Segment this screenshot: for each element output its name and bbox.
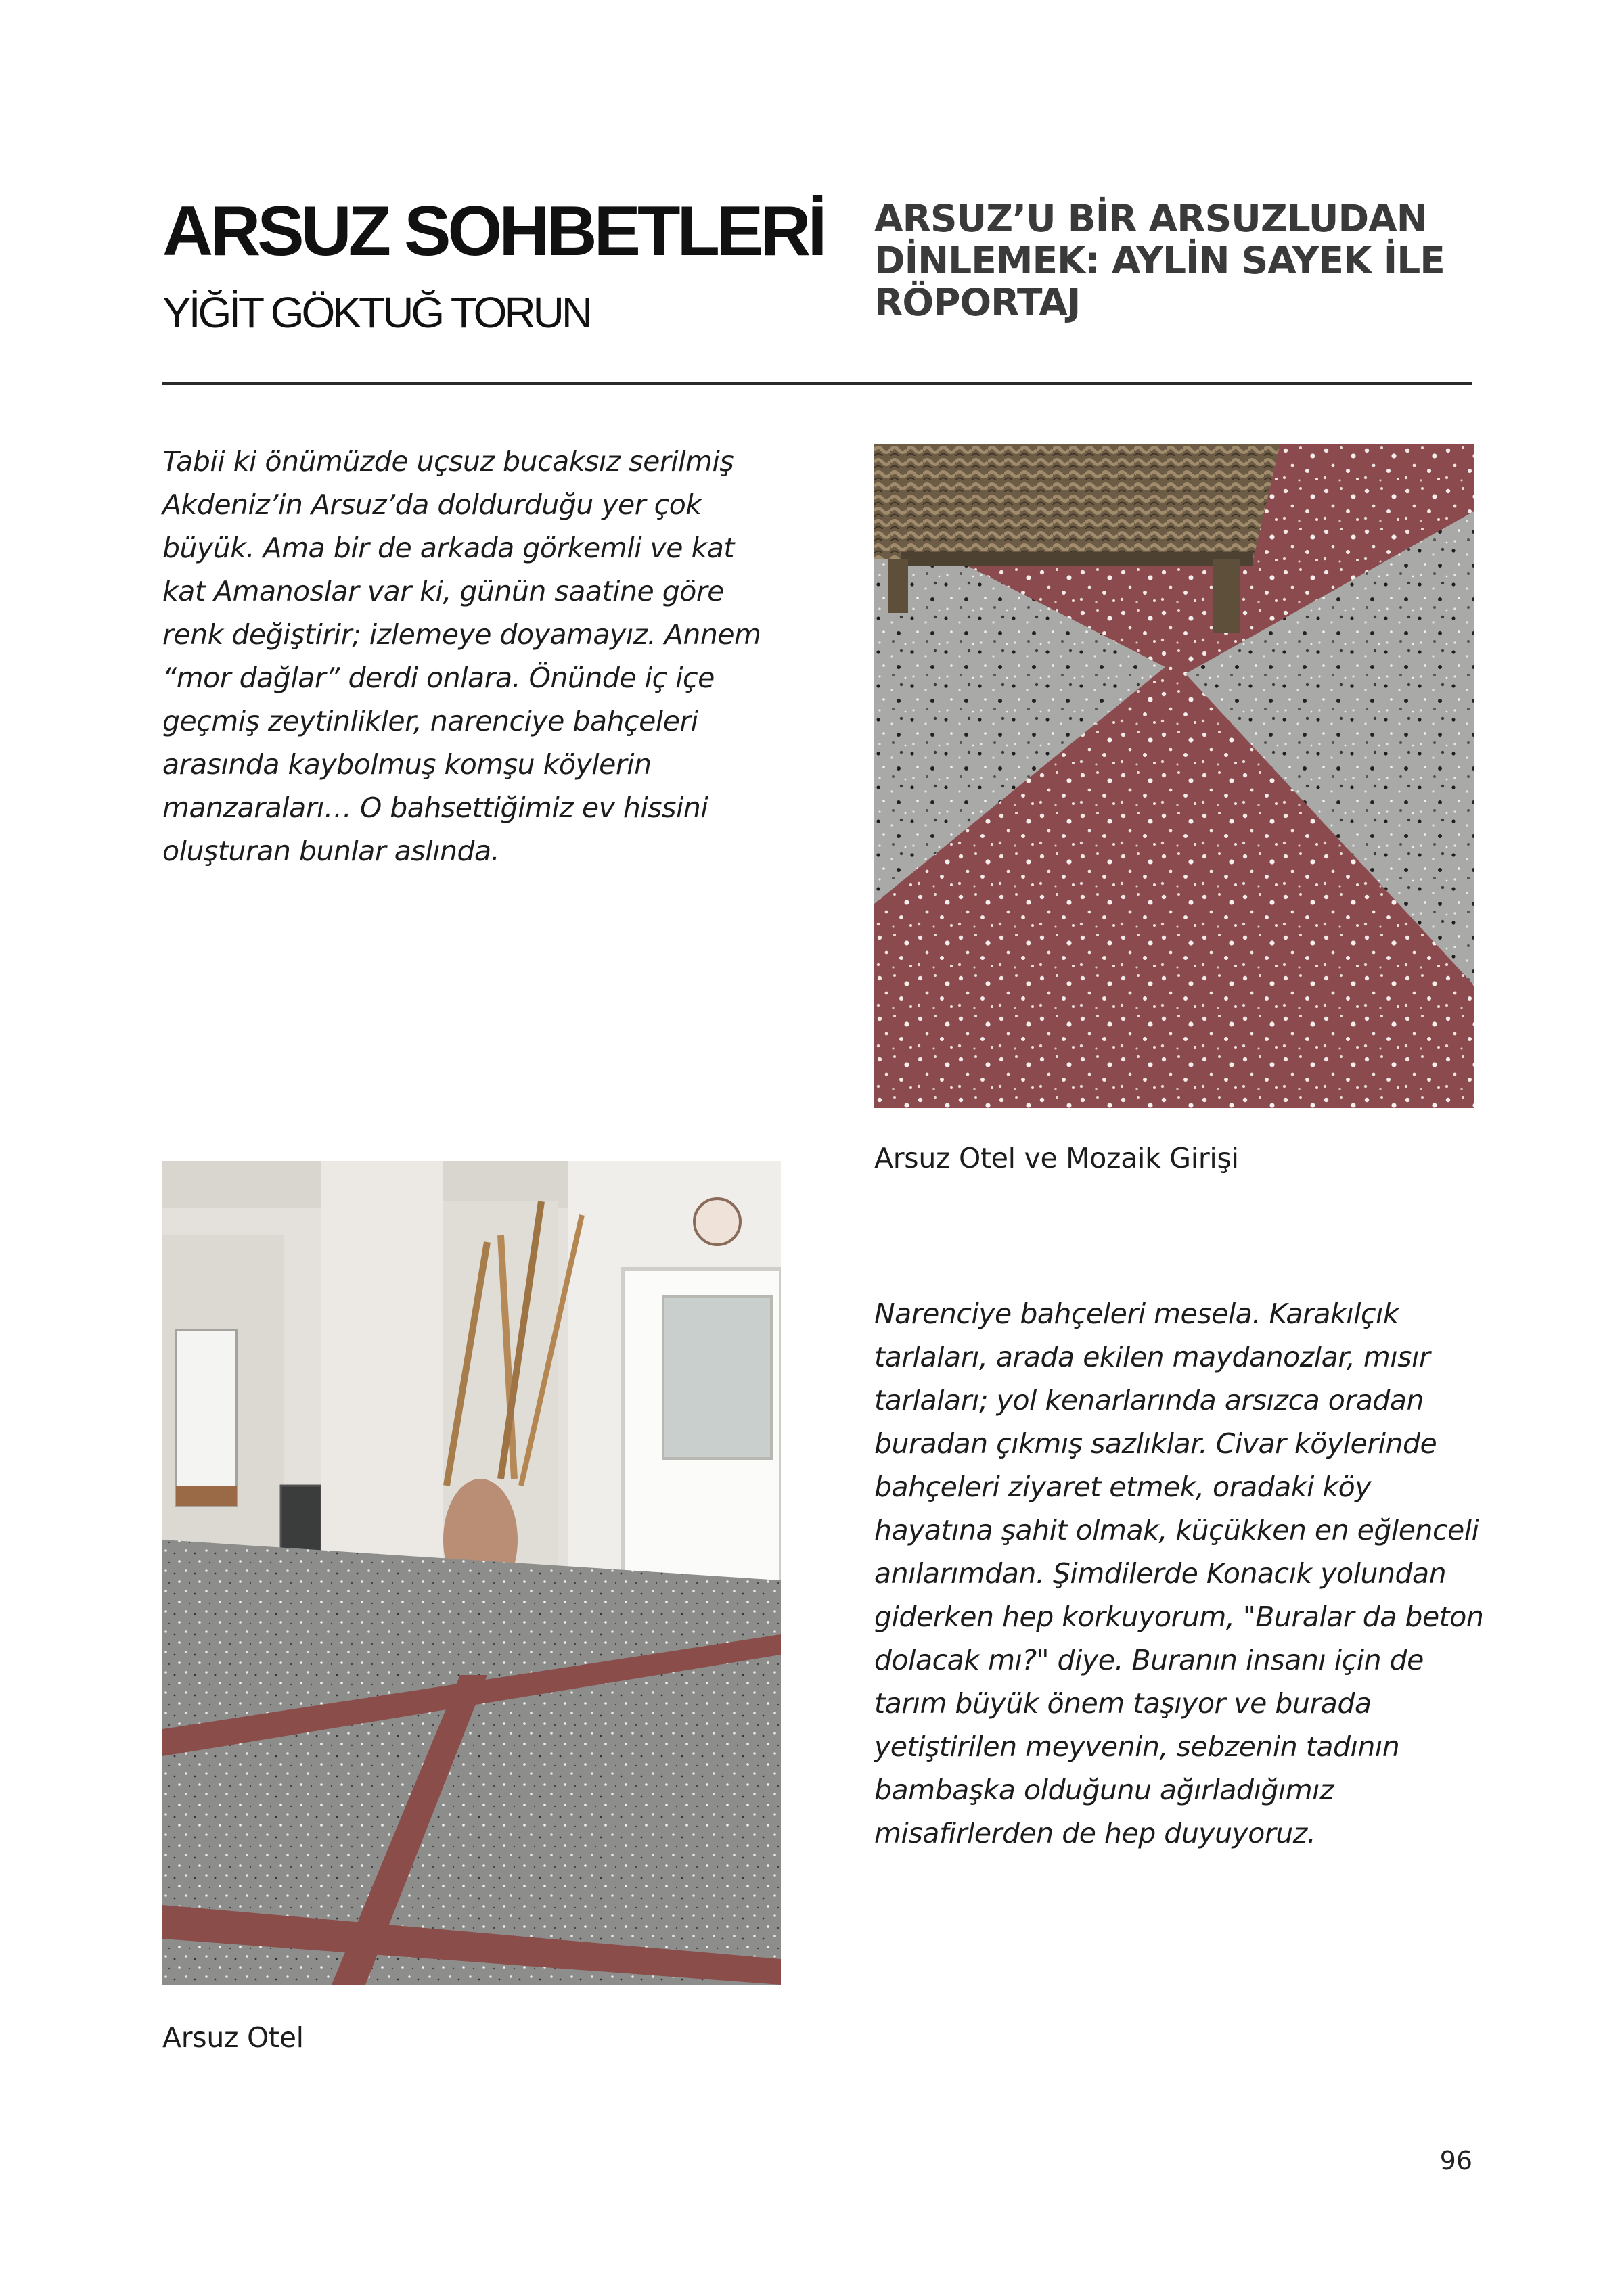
- article-title: ARSUZ’U BİR ARSUZLUDAN DİNLEMEK: AYLİN SAYEK İLE RÖPORTAJ: [874, 197, 1445, 324]
- paragraph-gardens: Narenciye bahçeleri mesela. Karakılçık tarlaları, arada ekilen maydanozlar, mısır tarlaları; yol kenarlarında arsızca oradan buradan çıkmış sazlıklar. Civar köylerinde bahçeleri ziyaret etmek, oradaki köy hayatına şahit olmak, küçükken en eğlenceli anılarımdan. Şimdilerde Konacık yolundan giderken hep korkuyorum, "Buralar da beton dolacak mı?" diye. Buranın insanı için de tarım büyük önem taşıyor ve burada yetiştirilen meyvenin, sebzenin tadının bambaşka olduğunu ağırladığımız misafirlerden de hep duyuyoruz.: [874, 1298, 1484, 1850]
- mosaic-floor-photo: [874, 444, 1474, 1108]
- series-title: ARSUZ SOHBETLERİ: [162, 192, 824, 271]
- page-number: 96: [1439, 2146, 1472, 2176]
- header-divider: [162, 382, 1472, 385]
- paragraph-mountains: Tabii ki önümüzde uçsuz bucaksız serilmiş Akdeniz’in Arsuz’da doldurduğu yer çok büyük. Ama bir de arkada görkemli ve kat kat Amanoslar var ki, günün saatine göre renk değiştirir; izlemeye doyamayız. Annem “mor dağlar” derdi onlara. Önünde iç içe geçmiş zeytinlikler, narenciye bahçeleri arasında kaybolmuş komşu köylerin manzaraları… O bahsettiğimiz ev hissini oluşturan bunlar aslında.: [162, 445, 761, 867]
- hotel-corridor-photo: [162, 1161, 781, 1985]
- hotel-photo-caption: Arsuz Otel: [162, 2021, 304, 2054]
- author-name: YİĞİT GÖKTUĞ TORUN: [162, 288, 591, 337]
- mosaic-photo-caption: Arsuz Otel ve Mozaik Girişi: [874, 1142, 1239, 1174]
